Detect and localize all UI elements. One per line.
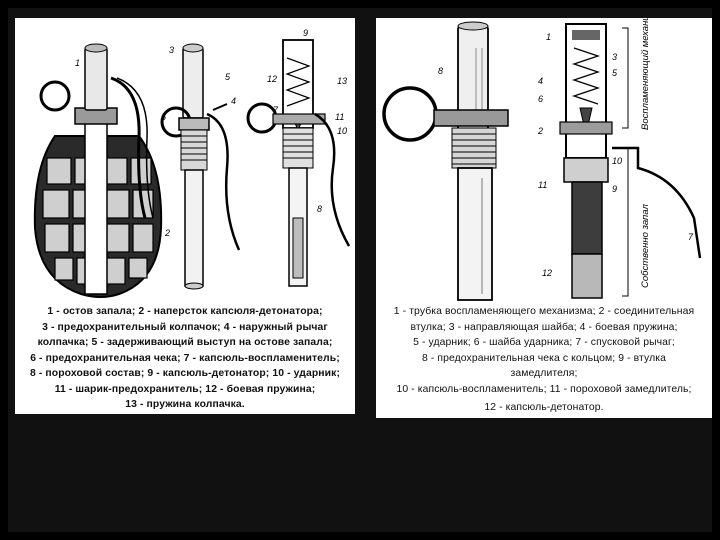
mechanism-side-label: Воспламеняющий механизм bbox=[640, 18, 651, 130]
caption-line: 12 - капсюль-детонатор. bbox=[484, 402, 604, 413]
right-caption bbox=[376, 304, 712, 416]
caption-line: 11 - шарик-предохранитель; 12 - боевая пружина; bbox=[54, 383, 316, 395]
left-callout: 10 bbox=[337, 126, 348, 136]
fuse-cross-section-illustration bbox=[560, 24, 700, 298]
fuse-exterior-illustration bbox=[384, 22, 508, 300]
left-callout: 7 bbox=[273, 105, 279, 115]
caption-line: 5 - ударник; 6 - шайба ударника; 7 - спусковой рычаг; bbox=[413, 337, 675, 348]
left-callout: 5 bbox=[225, 72, 231, 82]
right-callout: 10 bbox=[612, 156, 623, 166]
caption-line: 6 - предохранительная чека; 7 - капсюль-воспламенитель; bbox=[30, 352, 340, 364]
uzrgm-fuse-drawing bbox=[376, 18, 712, 302]
caption-line: замедлителя; bbox=[510, 368, 578, 379]
right-callout: 9 bbox=[612, 184, 618, 194]
caption-line: 10 - капсюль-воспламенитель; 11 - пороховой замедлитель; bbox=[396, 383, 692, 395]
right-callout: 11 bbox=[538, 180, 548, 190]
right-callout: 5 bbox=[612, 68, 618, 78]
caption-line: 8 - предохранительная чека с кольцом; 9 - втулка bbox=[421, 352, 667, 364]
caption-line: 3 - предохранительный колпачок; 4 - наружный рычаг bbox=[42, 321, 328, 333]
left-callout: 1 bbox=[75, 58, 81, 68]
caption-line: 13 - пружина колпачка. bbox=[125, 399, 245, 410]
right-callout: 3 bbox=[612, 52, 618, 62]
left-callout: 11 bbox=[335, 112, 345, 122]
right-callout: 4 bbox=[538, 76, 544, 86]
fuse-cross-section-illustration bbox=[248, 40, 349, 286]
left-callout: 9 bbox=[303, 28, 309, 38]
left-callout: 13 bbox=[337, 76, 348, 86]
caption-line: втулка; 3 - направляющая шайба; 4 - боевая пружина; bbox=[410, 321, 678, 333]
left-callout: 2 bbox=[165, 228, 171, 238]
left-callout: 6 bbox=[161, 112, 167, 122]
right-callout: 7 bbox=[688, 232, 694, 242]
caption-line: 1 - трубка воспламеняющего механизма; 2 - соединительная bbox=[393, 306, 695, 317]
caption-line: 8 - пороховой состав; 9 - капсюль-детонатор; 10 - ударник; bbox=[29, 368, 341, 379]
left-callout: 8 bbox=[317, 204, 323, 214]
right-callout: 1 bbox=[546, 32, 552, 42]
left-figure-panel bbox=[15, 18, 355, 414]
right-callout: 12 bbox=[542, 268, 553, 278]
right-callout: 2 bbox=[538, 126, 544, 136]
left-callout: 12 bbox=[267, 74, 278, 84]
right-figure-panel bbox=[376, 18, 712, 418]
caption-line: колпачка; 5 - задерживающий выступ на остове запала; bbox=[37, 337, 333, 348]
left-caption bbox=[15, 304, 355, 413]
caption-line: 1 - остов запала; 2 - наперсток капсюля-детонатора; bbox=[47, 306, 323, 317]
grenade-fuse-drawing bbox=[15, 18, 355, 302]
left-callout: 4 bbox=[231, 96, 237, 106]
right-callout: 8 bbox=[438, 66, 444, 76]
fuse-side-label: Собственно запал bbox=[640, 204, 651, 288]
left-callout: 3 bbox=[169, 45, 175, 55]
right-callout: 6 bbox=[538, 94, 544, 104]
grenade-body-illustration bbox=[35, 44, 161, 297]
